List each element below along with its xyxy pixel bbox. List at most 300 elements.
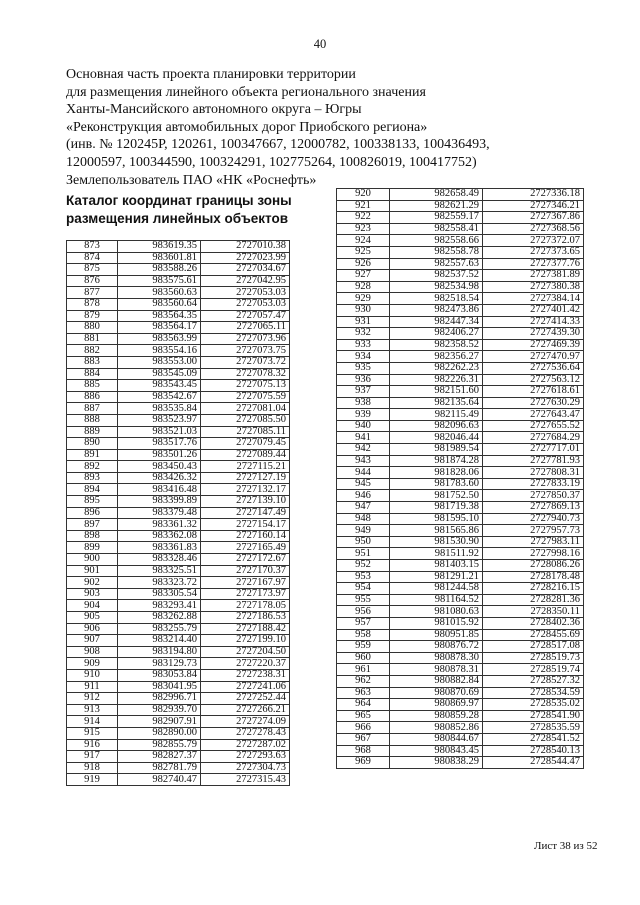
x-coordinate-cell: 983564.17 xyxy=(118,322,201,334)
point-number-cell: 890 xyxy=(67,438,118,450)
point-number-cell: 904 xyxy=(67,600,118,612)
table-row xyxy=(67,264,290,276)
point-number-cell: 955 xyxy=(337,594,390,606)
point-number-cell: 951 xyxy=(337,548,390,560)
y-coordinate-cell: 2727717.01 xyxy=(483,444,584,456)
y-coordinate-cell: 2727630.29 xyxy=(483,397,584,409)
table-row xyxy=(67,588,290,600)
x-coordinate-cell: 982557.63 xyxy=(390,258,483,270)
y-coordinate-cell: 2728455.69 xyxy=(483,629,584,641)
point-number-cell: 944 xyxy=(337,467,390,479)
table-row xyxy=(337,270,584,282)
x-coordinate-cell: 982559.17 xyxy=(390,212,483,224)
x-coordinate-cell: 980876.72 xyxy=(390,641,483,653)
table-row xyxy=(67,635,290,647)
table-row xyxy=(337,502,584,514)
point-number-cell: 956 xyxy=(337,606,390,618)
y-coordinate-cell: 2727053.03 xyxy=(201,298,290,310)
point-number-cell: 896 xyxy=(67,507,118,519)
table-row xyxy=(67,472,290,484)
y-coordinate-cell: 2727781.93 xyxy=(483,455,584,467)
table-row xyxy=(337,328,584,340)
point-number-cell: 920 xyxy=(337,189,390,201)
table-row xyxy=(67,762,290,774)
x-coordinate-cell: 983588.26 xyxy=(118,264,201,276)
table-row xyxy=(337,374,584,386)
x-coordinate-cell: 982534.98 xyxy=(390,281,483,293)
y-coordinate-cell: 2727252.44 xyxy=(201,693,290,705)
table-row xyxy=(67,414,290,426)
table-row xyxy=(337,420,584,432)
x-coordinate-cell: 983564.35 xyxy=(118,310,201,322)
table-row xyxy=(67,356,290,368)
point-number-cell: 968 xyxy=(337,745,390,757)
point-number-cell: 897 xyxy=(67,519,118,531)
x-coordinate-cell: 982558.41 xyxy=(390,223,483,235)
y-coordinate-cell: 2727998.16 xyxy=(483,548,584,560)
point-number-cell: 924 xyxy=(337,235,390,247)
x-coordinate-cell: 980859.28 xyxy=(390,710,483,722)
y-coordinate-cell: 2728216.15 xyxy=(483,583,584,595)
point-number-cell: 889 xyxy=(67,426,118,438)
y-coordinate-cell: 2727241.06 xyxy=(201,681,290,693)
coordinates-table-left xyxy=(66,240,290,786)
table-row xyxy=(67,577,290,589)
point-number-cell: 932 xyxy=(337,328,390,340)
x-coordinate-cell: 983501.26 xyxy=(118,449,201,461)
point-number-cell: 893 xyxy=(67,472,118,484)
point-number-cell: 880 xyxy=(67,322,118,334)
y-coordinate-cell: 2728086.26 xyxy=(483,560,584,572)
document-header xyxy=(66,66,586,189)
point-number-cell: 875 xyxy=(67,264,118,276)
point-number-cell: 891 xyxy=(67,449,118,461)
point-number-cell: 912 xyxy=(67,693,118,705)
point-number-cell: 899 xyxy=(67,542,118,554)
table-row xyxy=(67,345,290,357)
y-coordinate-cell: 2727170.37 xyxy=(201,565,290,577)
table-row xyxy=(67,739,290,751)
y-coordinate-cell: 2727287.02 xyxy=(201,739,290,751)
y-coordinate-cell: 2727053.03 xyxy=(201,287,290,299)
point-number-cell: 927 xyxy=(337,270,390,282)
y-coordinate-cell: 2728535.59 xyxy=(483,722,584,734)
y-coordinate-cell: 2727684.29 xyxy=(483,432,584,444)
y-coordinate-cell: 2728534.59 xyxy=(483,687,584,699)
x-coordinate-cell: 982558.66 xyxy=(390,235,483,247)
header-line: «Реконструкция автомобильных дорог Приобского региона» xyxy=(66,119,428,135)
table-row xyxy=(67,658,290,670)
point-number-cell: 957 xyxy=(337,617,390,629)
y-coordinate-cell: 2728350.11 xyxy=(483,606,584,618)
table-row xyxy=(337,722,584,734)
point-number-cell: 942 xyxy=(337,444,390,456)
point-number-cell: 876 xyxy=(67,275,118,287)
point-number-cell: 941 xyxy=(337,432,390,444)
point-number-cell: 888 xyxy=(67,414,118,426)
x-coordinate-cell: 982907.91 xyxy=(118,716,201,728)
y-coordinate-cell: 2727315.43 xyxy=(201,774,290,786)
point-number-cell: 954 xyxy=(337,583,390,595)
x-coordinate-cell: 980843.45 xyxy=(390,745,483,757)
y-coordinate-cell: 2727470.97 xyxy=(483,351,584,363)
table-row xyxy=(67,391,290,403)
table-row xyxy=(67,507,290,519)
point-number-cell: 887 xyxy=(67,403,118,415)
x-coordinate-cell: 982621.29 xyxy=(390,200,483,212)
table-row xyxy=(337,664,584,676)
y-coordinate-cell: 2727078.32 xyxy=(201,368,290,380)
y-coordinate-cell: 2727188.42 xyxy=(201,623,290,635)
table-row xyxy=(337,594,584,606)
table-row xyxy=(67,380,290,392)
point-number-cell: 926 xyxy=(337,258,390,270)
table-row xyxy=(337,629,584,641)
table-row xyxy=(337,699,584,711)
header-line: Ханты-Мансийского автономного округа – Югры xyxy=(66,102,362,118)
x-coordinate-cell: 982356.27 xyxy=(390,351,483,363)
point-number-cell: 950 xyxy=(337,536,390,548)
x-coordinate-cell: 983563.99 xyxy=(118,333,201,345)
point-number-cell: 906 xyxy=(67,623,118,635)
page-number: 40 xyxy=(313,37,327,51)
table-row xyxy=(337,351,584,363)
header-line: для размещения линейного объекта регионального значения xyxy=(66,84,426,100)
sheet-info: Лист 38 из 52 xyxy=(534,840,598,852)
table-row xyxy=(337,455,584,467)
point-number-cell: 948 xyxy=(337,513,390,525)
point-number-cell: 960 xyxy=(337,652,390,664)
x-coordinate-cell: 982939.70 xyxy=(118,704,201,716)
table-row xyxy=(337,339,584,351)
x-coordinate-cell: 982226.31 xyxy=(390,374,483,386)
table-row xyxy=(337,212,584,224)
x-coordinate-cell: 982358.52 xyxy=(390,339,483,351)
table-row xyxy=(337,397,584,409)
point-number-cell: 911 xyxy=(67,681,118,693)
x-coordinate-cell: 981511.92 xyxy=(390,548,483,560)
point-number-cell: 925 xyxy=(337,246,390,258)
y-coordinate-cell: 2727160.14 xyxy=(201,530,290,542)
x-coordinate-cell: 982658.49 xyxy=(390,189,483,201)
table-row xyxy=(337,560,584,572)
table-row xyxy=(337,652,584,664)
x-coordinate-cell: 983575.61 xyxy=(118,275,201,287)
x-coordinate-cell: 982740.47 xyxy=(118,774,201,786)
x-coordinate-cell: 980852.86 xyxy=(390,722,483,734)
point-number-cell: 962 xyxy=(337,675,390,687)
point-number-cell: 965 xyxy=(337,710,390,722)
x-coordinate-cell: 983553.00 xyxy=(118,356,201,368)
point-number-cell: 902 xyxy=(67,577,118,589)
x-coordinate-cell: 981828.06 xyxy=(390,467,483,479)
y-coordinate-cell: 2727199.10 xyxy=(201,635,290,647)
point-number-cell: 928 xyxy=(337,281,390,293)
table-row xyxy=(67,403,290,415)
point-number-cell: 921 xyxy=(337,200,390,212)
point-number-cell: 937 xyxy=(337,386,390,398)
table-row xyxy=(67,333,290,345)
y-coordinate-cell: 2727042.95 xyxy=(201,275,290,287)
y-coordinate-cell: 2727065.11 xyxy=(201,322,290,334)
x-coordinate-cell: 980882.84 xyxy=(390,675,483,687)
y-coordinate-cell: 2727023.99 xyxy=(201,252,290,264)
table-row xyxy=(67,751,290,763)
y-coordinate-cell: 2727034.67 xyxy=(201,264,290,276)
point-number-cell: 966 xyxy=(337,722,390,734)
y-coordinate-cell: 2727172.67 xyxy=(201,554,290,566)
table-row xyxy=(67,461,290,473)
x-coordinate-cell: 983554.16 xyxy=(118,345,201,357)
x-coordinate-cell: 981752.50 xyxy=(390,490,483,502)
point-number-cell: 900 xyxy=(67,554,118,566)
catalog-title-line: Каталог координат границы зоны xyxy=(66,193,292,208)
y-coordinate-cell: 2728402.36 xyxy=(483,617,584,629)
y-coordinate-cell: 2728281.36 xyxy=(483,594,584,606)
y-coordinate-cell: 2727346.21 xyxy=(483,200,584,212)
table-row xyxy=(67,669,290,681)
catalog-title xyxy=(66,192,316,228)
table-row xyxy=(67,716,290,728)
table-row xyxy=(67,542,290,554)
point-number-cell: 913 xyxy=(67,704,118,716)
table-row xyxy=(337,583,584,595)
point-number-cell: 939 xyxy=(337,409,390,421)
y-coordinate-cell: 2727167.97 xyxy=(201,577,290,589)
point-number-cell: 901 xyxy=(67,565,118,577)
y-coordinate-cell: 2728527.32 xyxy=(483,675,584,687)
point-number-cell: 958 xyxy=(337,629,390,641)
x-coordinate-cell: 983399.89 xyxy=(118,496,201,508)
point-number-cell: 886 xyxy=(67,391,118,403)
y-coordinate-cell: 2727384.14 xyxy=(483,293,584,305)
x-coordinate-cell: 982406.27 xyxy=(390,328,483,340)
point-number-cell: 922 xyxy=(337,212,390,224)
x-coordinate-cell: 983323.72 xyxy=(118,577,201,589)
y-coordinate-cell: 2728544.47 xyxy=(483,757,584,769)
point-number-cell: 873 xyxy=(67,241,118,253)
x-coordinate-cell: 982537.52 xyxy=(390,270,483,282)
y-coordinate-cell: 2727618.61 xyxy=(483,386,584,398)
table-row xyxy=(67,241,290,253)
x-coordinate-cell: 983262.88 xyxy=(118,612,201,624)
y-coordinate-cell: 2727381.89 xyxy=(483,270,584,282)
point-number-cell: 883 xyxy=(67,356,118,368)
header-line: Землепользователь ПАО «НК «Роснефть» xyxy=(66,172,317,188)
y-coordinate-cell: 2727073.96 xyxy=(201,333,290,345)
table-row xyxy=(67,368,290,380)
x-coordinate-cell: 983362.08 xyxy=(118,530,201,542)
point-number-cell: 892 xyxy=(67,461,118,473)
point-number-cell: 945 xyxy=(337,478,390,490)
x-coordinate-cell: 983041.95 xyxy=(118,681,201,693)
point-number-cell: 919 xyxy=(67,774,118,786)
point-number-cell: 916 xyxy=(67,739,118,751)
coordinates-table-body xyxy=(337,189,584,769)
point-number-cell: 934 xyxy=(337,351,390,363)
table-row xyxy=(67,426,290,438)
y-coordinate-cell: 2727983.11 xyxy=(483,536,584,548)
point-number-cell: 898 xyxy=(67,530,118,542)
table-row xyxy=(67,275,290,287)
table-row xyxy=(67,623,290,635)
x-coordinate-cell: 983379.48 xyxy=(118,507,201,519)
table-row xyxy=(337,641,584,653)
x-coordinate-cell: 983416.48 xyxy=(118,484,201,496)
point-number-cell: 885 xyxy=(67,380,118,392)
y-coordinate-cell: 2727655.52 xyxy=(483,420,584,432)
x-coordinate-cell: 982473.86 xyxy=(390,304,483,316)
table-row xyxy=(67,519,290,531)
point-number-cell: 910 xyxy=(67,669,118,681)
y-coordinate-cell: 2728517.08 xyxy=(483,641,584,653)
x-coordinate-cell: 983543.45 xyxy=(118,380,201,392)
point-number-cell: 943 xyxy=(337,455,390,467)
table-row xyxy=(67,484,290,496)
y-coordinate-cell: 2727075.59 xyxy=(201,391,290,403)
table-row xyxy=(67,310,290,322)
point-number-cell: 946 xyxy=(337,490,390,502)
table-row xyxy=(67,449,290,461)
table-row xyxy=(67,287,290,299)
point-number-cell: 969 xyxy=(337,757,390,769)
y-coordinate-cell: 2727563.12 xyxy=(483,374,584,386)
point-number-cell: 881 xyxy=(67,333,118,345)
x-coordinate-cell: 983255.79 xyxy=(118,623,201,635)
table-row xyxy=(337,189,584,201)
y-coordinate-cell: 2727115.21 xyxy=(201,461,290,473)
y-coordinate-cell: 2727414.33 xyxy=(483,316,584,328)
point-number-cell: 952 xyxy=(337,560,390,572)
y-coordinate-cell: 2727367.86 xyxy=(483,212,584,224)
x-coordinate-cell: 982558.78 xyxy=(390,246,483,258)
table-row xyxy=(337,757,584,769)
point-number-cell: 878 xyxy=(67,298,118,310)
table-row xyxy=(67,646,290,658)
point-number-cell: 931 xyxy=(337,316,390,328)
point-number-cell: 923 xyxy=(337,223,390,235)
y-coordinate-cell: 2727850.37 xyxy=(483,490,584,502)
point-number-cell: 961 xyxy=(337,664,390,676)
point-number-cell: 905 xyxy=(67,612,118,624)
x-coordinate-cell: 982096.63 xyxy=(390,420,483,432)
y-coordinate-cell: 2727173.97 xyxy=(201,588,290,600)
x-coordinate-cell: 983325.51 xyxy=(118,565,201,577)
y-coordinate-cell: 2727085.11 xyxy=(201,426,290,438)
table-row xyxy=(337,432,584,444)
x-coordinate-cell: 983601.81 xyxy=(118,252,201,264)
y-coordinate-cell: 2728541.90 xyxy=(483,710,584,722)
table-row xyxy=(337,235,584,247)
table-row xyxy=(337,513,584,525)
y-coordinate-cell: 2727274.09 xyxy=(201,716,290,728)
y-coordinate-cell: 2727304.73 xyxy=(201,762,290,774)
point-number-cell: 908 xyxy=(67,646,118,658)
y-coordinate-cell: 2727165.49 xyxy=(201,542,290,554)
x-coordinate-cell: 982262.23 xyxy=(390,362,483,374)
table-row xyxy=(67,565,290,577)
x-coordinate-cell: 982781.79 xyxy=(118,762,201,774)
point-number-cell: 884 xyxy=(67,368,118,380)
y-coordinate-cell: 2727439.30 xyxy=(483,328,584,340)
x-coordinate-cell: 981244.58 xyxy=(390,583,483,595)
x-coordinate-cell: 981164.52 xyxy=(390,594,483,606)
y-coordinate-cell: 2727336.18 xyxy=(483,189,584,201)
point-number-cell: 874 xyxy=(67,252,118,264)
table-row xyxy=(67,693,290,705)
x-coordinate-cell: 980870.69 xyxy=(390,687,483,699)
y-coordinate-cell: 2728535.02 xyxy=(483,699,584,711)
table-row xyxy=(67,681,290,693)
x-coordinate-cell: 982996.71 xyxy=(118,693,201,705)
table-row xyxy=(337,490,584,502)
table-row xyxy=(337,293,584,305)
y-coordinate-cell: 2727377.76 xyxy=(483,258,584,270)
x-coordinate-cell: 981530.90 xyxy=(390,536,483,548)
x-coordinate-cell: 983450.43 xyxy=(118,461,201,473)
y-coordinate-cell: 2727643.47 xyxy=(483,409,584,421)
y-coordinate-cell: 2727833.19 xyxy=(483,478,584,490)
point-number-cell: 917 xyxy=(67,751,118,763)
y-coordinate-cell: 2727089.44 xyxy=(201,449,290,461)
x-coordinate-cell: 981291.21 xyxy=(390,571,483,583)
table-row xyxy=(67,530,290,542)
x-coordinate-cell: 983560.64 xyxy=(118,298,201,310)
x-coordinate-cell: 983517.76 xyxy=(118,438,201,450)
table-row xyxy=(67,727,290,739)
table-row xyxy=(337,745,584,757)
x-coordinate-cell: 982151.60 xyxy=(390,386,483,398)
y-coordinate-cell: 2727940.73 xyxy=(483,513,584,525)
x-coordinate-cell: 982115.49 xyxy=(390,409,483,421)
point-number-cell: 907 xyxy=(67,635,118,647)
x-coordinate-cell: 983361.83 xyxy=(118,542,201,554)
table-row xyxy=(337,258,584,270)
table-row xyxy=(67,496,290,508)
y-coordinate-cell: 2727536.64 xyxy=(483,362,584,374)
y-coordinate-cell: 2727869.13 xyxy=(483,502,584,514)
table-row xyxy=(67,600,290,612)
x-coordinate-cell: 981565.86 xyxy=(390,525,483,537)
point-number-cell: 967 xyxy=(337,733,390,745)
x-coordinate-cell: 982890.00 xyxy=(118,727,201,739)
table-row xyxy=(337,409,584,421)
y-coordinate-cell: 2727073.72 xyxy=(201,356,290,368)
table-row xyxy=(337,304,584,316)
point-number-cell: 953 xyxy=(337,571,390,583)
table-row xyxy=(337,200,584,212)
point-number-cell: 935 xyxy=(337,362,390,374)
x-coordinate-cell: 983361.32 xyxy=(118,519,201,531)
point-number-cell: 964 xyxy=(337,699,390,711)
x-coordinate-cell: 980838.29 xyxy=(390,757,483,769)
point-number-cell: 940 xyxy=(337,420,390,432)
y-coordinate-cell: 2727075.13 xyxy=(201,380,290,392)
x-coordinate-cell: 981783.60 xyxy=(390,478,483,490)
x-coordinate-cell: 983426.32 xyxy=(118,472,201,484)
y-coordinate-cell: 2727079.45 xyxy=(201,438,290,450)
x-coordinate-cell: 981989.54 xyxy=(390,444,483,456)
table-row xyxy=(337,733,584,745)
x-coordinate-cell: 983560.63 xyxy=(118,287,201,299)
y-coordinate-cell: 2727186.53 xyxy=(201,612,290,624)
table-row xyxy=(337,444,584,456)
table-row xyxy=(67,774,290,786)
x-coordinate-cell: 983305.54 xyxy=(118,588,201,600)
table-row xyxy=(67,438,290,450)
x-coordinate-cell: 983129.73 xyxy=(118,658,201,670)
header-line: Основная часть проекта планировки территории xyxy=(66,67,356,82)
